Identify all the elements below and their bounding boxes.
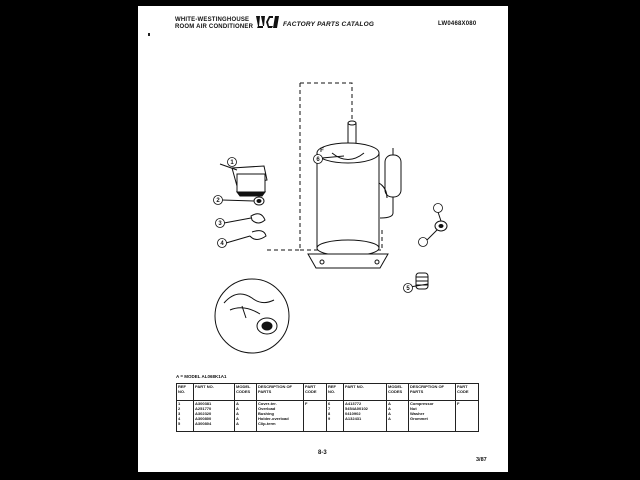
brand-line-2: ROOM AIR CONDITIONER (175, 24, 254, 30)
callout-8-circle (434, 204, 443, 213)
header-description-2: DESCRIPTION OF PARTS (409, 384, 456, 401)
table-header-row (177, 384, 479, 401)
right-desc-cell: Compressor Nut Washer Grommet (409, 401, 456, 432)
callout-labels (182, 78, 472, 368)
callout-9-circle (419, 238, 428, 247)
header-part-no-2: PART NO. (344, 384, 387, 401)
assembly-label: F (320, 148, 324, 154)
right-part-cell: A413772 5454A00102 0410902 A132431 (344, 401, 387, 432)
wci-logo (254, 15, 280, 29)
callout-2: 2 (216, 198, 220, 204)
callout-1: 1 (230, 160, 234, 166)
model-note: A = MODEL AL068K1A1 (176, 374, 227, 379)
header-model-codes-2: MODEL CODES (387, 384, 409, 401)
brand-heading (175, 17, 253, 31)
brand-line-1: WHITE-WESTINGHOUSE (175, 17, 250, 23)
header-part-code-2: PART CODE (456, 384, 479, 401)
document-number: LW0468X080 (438, 21, 477, 27)
right-ref-cell: 6 7 8 9 (327, 401, 344, 432)
catalog-page (138, 6, 508, 472)
header-ref-no: REF NO. (177, 384, 194, 401)
header-description: DESCRIPTION OF PARTS (257, 384, 304, 401)
table-row (177, 401, 479, 432)
callout-4: 4 (220, 241, 224, 247)
right-code-cell: F (456, 401, 479, 432)
header-part-no: PART NO. (194, 384, 235, 401)
left-ref-cell: 1 2 3 4 5 (177, 401, 194, 432)
callout-3: 3 (218, 221, 222, 227)
left-model-cell: A A A A A (235, 401, 257, 432)
parts-table (176, 383, 479, 432)
header-model-codes: MODEL CODES (235, 384, 257, 401)
right-model-cell: A A A A (387, 401, 409, 432)
left-desc-cell: Cover-ter. Overload Bushing Holder-overload Clip-term (257, 401, 304, 432)
scan-mark (148, 33, 150, 36)
header-part-code: PART CODE (304, 384, 327, 401)
catalog-title: FACTORY PARTS CATALOG (283, 21, 375, 28)
callout-5: 5 (406, 286, 410, 292)
left-part-cell: A300381 A251770 A302320 A300800 A300804 (194, 401, 235, 432)
page-number: 8-3 (318, 450, 327, 456)
header-ref-no-2: REF NO. (327, 384, 344, 401)
left-code-cell: F (304, 401, 327, 432)
callout-6: 6 (316, 157, 320, 163)
revision-date: 3/87 (476, 457, 487, 463)
